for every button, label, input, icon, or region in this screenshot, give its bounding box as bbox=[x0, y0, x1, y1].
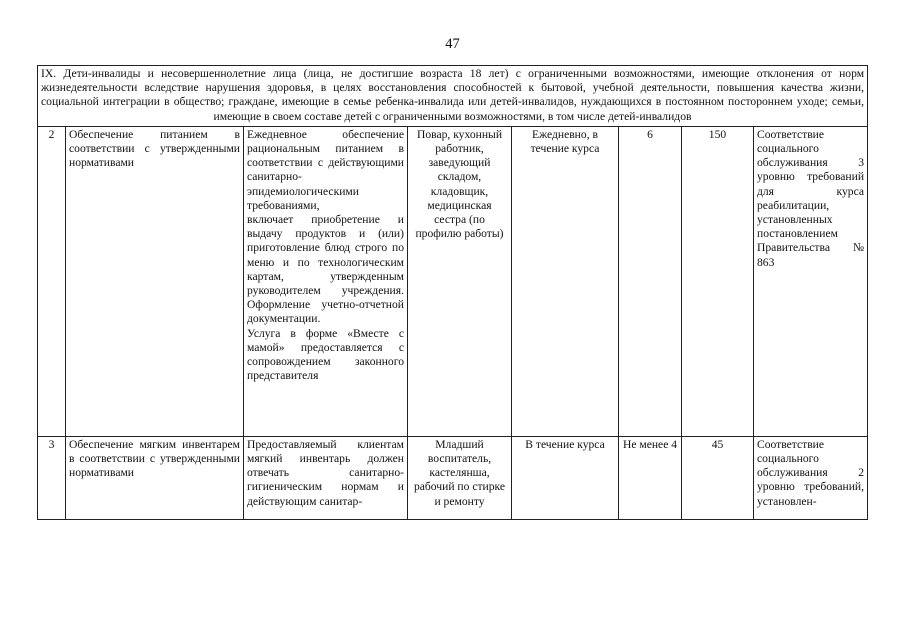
description-paragraph: Ежедневное обеспечение рациональным питанием в соответствии с действующими санитарно-эпидемиологическими требованиями, bbox=[247, 127, 404, 212]
description-paragraph: Предоставляемый клиентам мягкий инвентарь должен отвечать санитарно-гигиеническим нормам и действующим санитар- bbox=[247, 437, 404, 508]
table-row bbox=[38, 126, 868, 436]
service-quantity: Не менее 4 bbox=[619, 436, 682, 519]
table-row bbox=[38, 436, 868, 519]
description-paragraph: Услуга в форме «Вместе с мамой» предоставляется с сопровождением законного представителя bbox=[247, 326, 404, 383]
row-number: 3 bbox=[38, 436, 66, 519]
service-staff: Повар, кухонный работник, заведующий складом, кладовщик, медицинская сестра (по профилю работы) bbox=[408, 126, 512, 436]
section-header: IX. Дети-инвалиды и несовершеннолетние лица (лица, не достигшие возраста 18 лет) с ограниченными возможностями, имеющие отклонения от норм жизнедеятельности вследствие нарушения здоровья, в целях восстановления способностей к бытовой, учебной деятельности, повышения качества жизни, социальной интеграции в общество; граждане, имеющие в семье ребенка-инвалида или детей-инвалидов, нуждающихся в постоянном постороннем уходе; семьи, имеющие в своем составе детей с ограниченными возможностями, в том числе детей-инвалидов bbox=[38, 66, 868, 127]
service-frequency: Ежедневно, в течение курса bbox=[512, 126, 619, 436]
service-quantity: 6 bbox=[619, 126, 682, 436]
service-duration: 150 bbox=[682, 126, 754, 436]
description-paragraph: включает приобретение и выдачу продуктов и (или) приготовление блюд строго по меню и по технологическим картам, утвержденным руководителем учреждения. Оформление учетно-отчетной документации. bbox=[247, 213, 404, 326]
service-name: Обеспечение питанием в соответствии с утвержденными нормативами bbox=[66, 126, 244, 436]
service-standard: Соответствие социального обслуживания 2 уровню требований, установлен- bbox=[754, 436, 868, 519]
service-name: Обеспечение мягким инвентарем в соответствии с утвержденными нормативами bbox=[66, 436, 244, 519]
service-frequency: В течение курса bbox=[512, 436, 619, 519]
service-staff: Младший воспитатель, кастелянша, рабочий по стирке и ремонту bbox=[408, 436, 512, 519]
service-standard: Соответствие социального обслуживания 3 уровню требований для курса реабилитации, установленных постановлением Правительства № 863 bbox=[754, 126, 868, 436]
service-description bbox=[244, 126, 408, 436]
page-number: 47 bbox=[445, 36, 460, 52]
service-description bbox=[244, 436, 408, 519]
row-number: 2 bbox=[38, 126, 66, 436]
services-table bbox=[37, 65, 868, 520]
service-duration: 45 bbox=[682, 436, 754, 519]
section-header-row bbox=[38, 66, 868, 127]
